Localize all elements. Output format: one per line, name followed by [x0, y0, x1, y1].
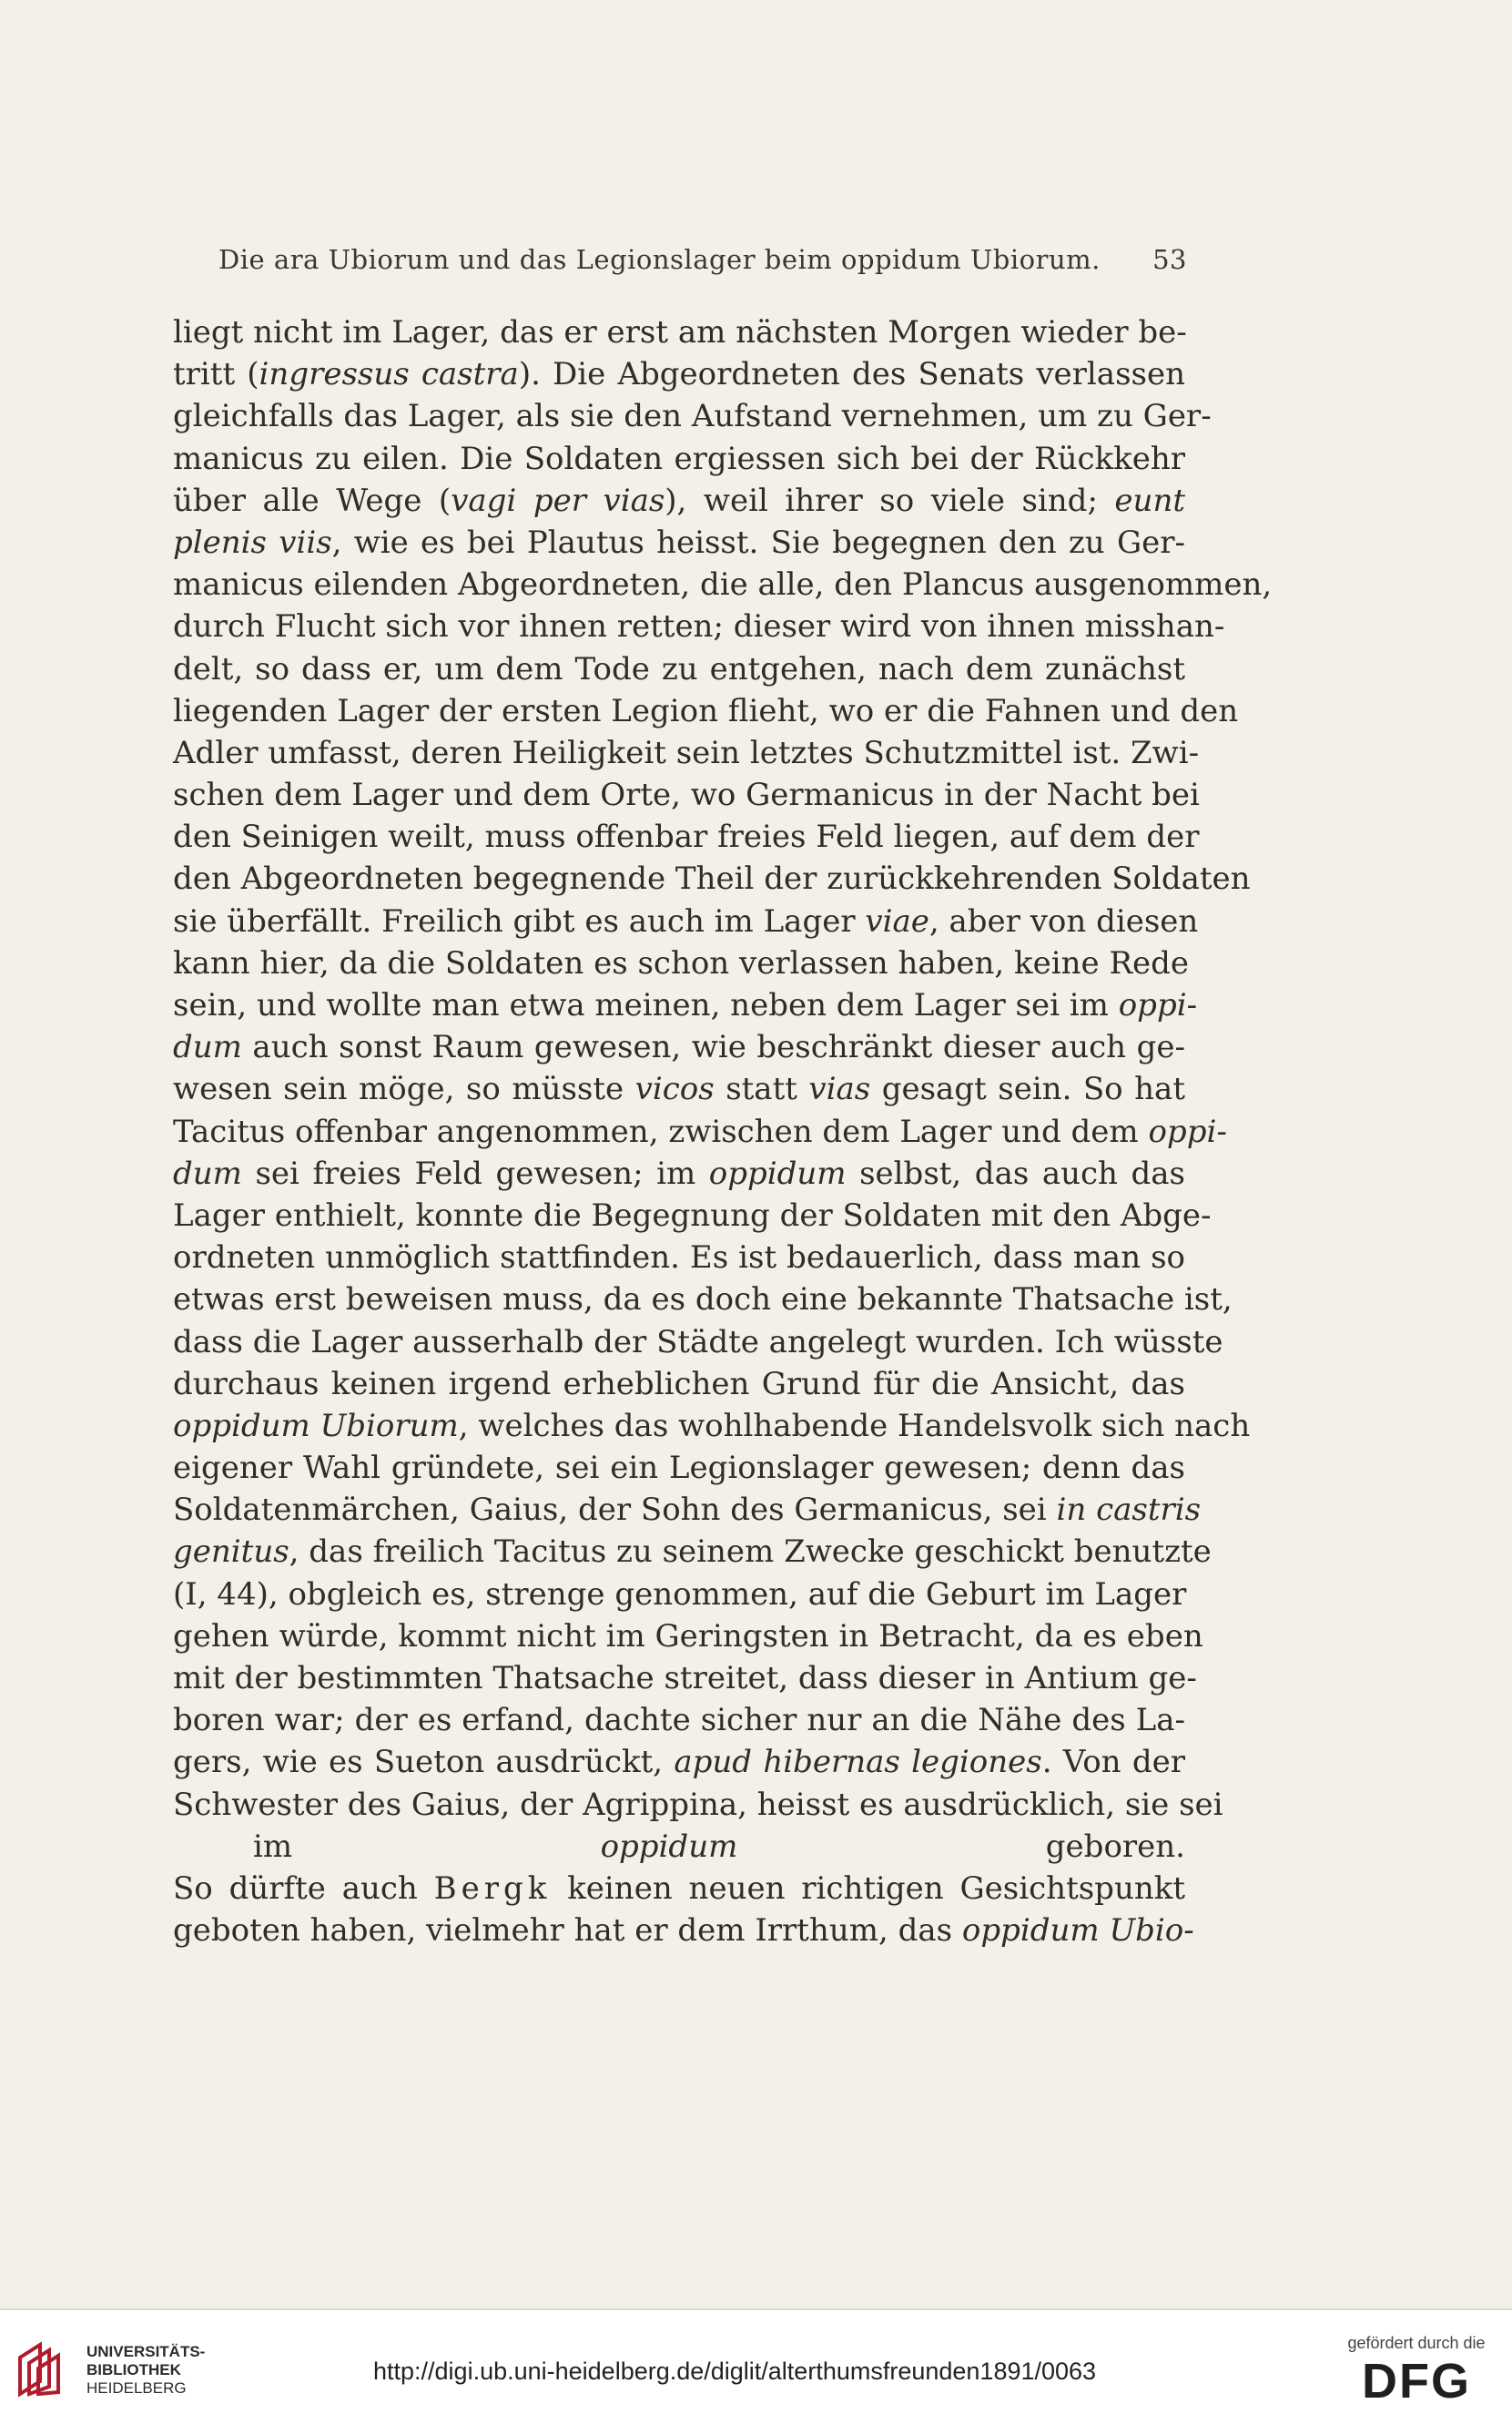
text-line: delt, so dass er, um dem Tode zu entgehen, nach dem zunächst [173, 650, 1185, 687]
text-line: dass die Lager ausserhalb der Städte angelegt wurden. Ich wüsste [173, 1323, 1223, 1360]
text-line: liegenden Lager der ersten Legion flieht, wo er die Fahnen und den [173, 692, 1239, 729]
text-line: oppidum Ubiorum, welches das wohlhabende Handelsvolk sich nach [173, 1407, 1251, 1444]
text-line: wesen sein möge, so müsste vicos statt vias gesagt sein. So hat [173, 1071, 1185, 1108]
dfg-logo: DFG [1362, 2354, 1471, 2409]
text-line: dum auch sonst Raum gewesen, wie beschränkt dieser auch ge- [173, 1029, 1185, 1066]
text-line: durchaus keinen irgend erheblichen Grund für die Ansicht, das [173, 1365, 1185, 1402]
text-line: genitus, das freilich Tacitus zu seinem Zwecke geschickt benutzte [173, 1533, 1212, 1571]
text-line: manicus eilenden Abgeordneten, die alle, den Plancus ausgenommen, [173, 566, 1273, 604]
text-line: etwas erst beweisen muss, da es doch eine bekannte Thatsache ist, [173, 1281, 1233, 1319]
text-line: dum sei freies Feld gewesen; im oppidum selbst, das auch das [173, 1155, 1185, 1192]
text-line: gleichfalls das Lager, als sie den Aufstand vernehmen, um zu Ger- [173, 398, 1212, 435]
funder-caption: gefördert durch die [1347, 2334, 1486, 2352]
text-line: den Abgeordneten begegnende Theil der zurückkehrenden Soldaten [173, 861, 1251, 898]
footer-bar [0, 2308, 1512, 2424]
text-line: sie überfällt. Freilich gibt es auch im Lager viae, aber von diesen [173, 902, 1199, 940]
text-line: im oppidum geboren. [253, 1828, 1185, 1865]
text-line: gers, wie es Sueton ausdrückt, apud hibernas legiones. Von der [173, 1744, 1185, 1781]
text-line: So dürfte auch Bergk keinen neuen richtigen Gesichtspunkt [173, 1869, 1186, 1907]
text-line: Schwester des Gaius, der Agrippina, heisst es ausdrücklich, sie sei [173, 1786, 1223, 1823]
library-name: UNIVERSITÄTS- BIBLIOTHEK HEIDELBERG [86, 2343, 206, 2397]
text-line: Tacitus offenbar angenommen, zwischen dem Lager und dem oppi- [173, 1113, 1227, 1150]
body-text [173, 311, 1273, 1951]
page-number: 53 [1152, 244, 1187, 275]
text-line: sein, und wollte man etwa meinen, neben dem Lager sei im oppi- [173, 987, 1198, 1024]
text-line: (I, 44), obgleich es, strenge genommen, auf die Geburt im Lager [173, 1575, 1187, 1613]
text-line: tritt (ingressus castra). Die Abgeordneten des Senats verlassen [173, 356, 1185, 393]
text-line: mit der bestimmten Thatsache streitet, dass dieser in Antium ge- [173, 1660, 1197, 1696]
text-line: den Seinigen weilt, muss offenbar freies Feld liegen, auf dem der [173, 819, 1200, 856]
text-line: boren war; der es erfand, dachte sicher nur an die Nähe des La- [173, 1702, 1185, 1739]
text-line: durch Flucht sich vor ihnen retten; dieser wird von ihnen misshan- [173, 608, 1225, 646]
text-line: über alle Wege (vagi per vias), weil ihrer so viele sind; eunt [173, 482, 1186, 519]
text-line: Soldatenmärchen, Gaius, der Sohn des Germanicus, sei in castris [173, 1492, 1202, 1529]
running-title: Die ara Ubiorum und das Legionslager beim oppidum Ubiorum. [218, 244, 1101, 275]
text-line: geboten haben, vielmehr hat er dem Irrthum, das oppidum Ubio- [173, 1912, 1194, 1950]
running-header [218, 244, 1187, 275]
text-line: schen dem Lager und dem Orte, wo Germanicus in der Nacht bei [173, 777, 1200, 814]
text-line: eigener Wahl gründete, sei ein Legionslager gewesen; denn das [173, 1450, 1185, 1487]
text-line: Adler umfasst, deren Heiligkeit sein letztes Schutzmittel ist. Zwi- [173, 734, 1200, 771]
university-library-logo-icon [13, 2337, 76, 2401]
text-line: gehen würde, kommt nicht im Geringsten in Betracht, da es eben [173, 1617, 1203, 1655]
text-line: manicus zu eilen. Die Soldaten ergiessen sich bei der Rückkehr [173, 440, 1185, 477]
text-line: ordneten unmöglich stattfinden. Es ist bedauerlich, dass man so [173, 1239, 1185, 1277]
text-line: kann hier, da die Soldaten es schon verlassen haben, keine Rede [173, 944, 1190, 982]
permalink-url[interactable]: http://digi.ub.uni-heidelberg.de/diglit/alterthumsfreunden1891/0063 [373, 2358, 1097, 2385]
text-line: Lager enthielt, konnte die Begegnung der Soldaten mit den Abge- [173, 1197, 1212, 1234]
text-line: liegt nicht im Lager, das er erst am nächsten Morgen wieder be- [173, 314, 1187, 351]
funder-block [1339, 2334, 1494, 2409]
text-line: plenis viis, wie es bei Plautus heisst. Sie begegnen den zu Ger- [173, 524, 1185, 561]
